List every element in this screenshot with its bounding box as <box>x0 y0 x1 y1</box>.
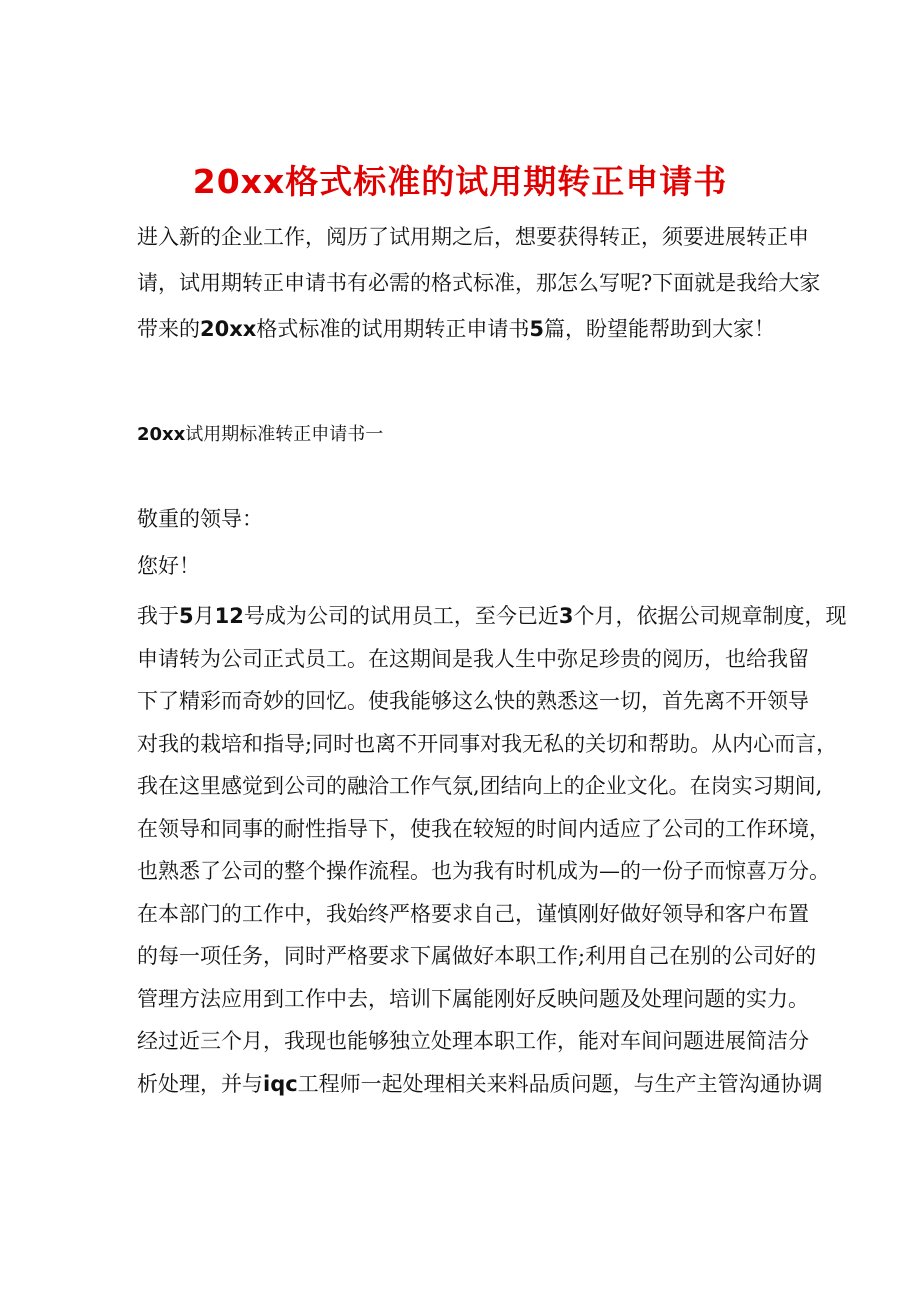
intro-paragraph <box>137 214 821 352</box>
intro-count: 5 <box>529 317 544 341</box>
intro-text: 篇，盼望能帮助到大家！ <box>543 317 775 341</box>
intro-text: 带来的 <box>137 317 200 341</box>
body-paragraph <box>137 595 847 1105</box>
intro-line <box>137 306 797 352</box>
body-text: 析处理，并与 <box>137 1071 263 1096</box>
body-abbr: iqc <box>263 1071 298 1096</box>
intro-text: 格式标准的试用期转正申请书 <box>256 317 530 341</box>
section-heading <box>137 420 383 450</box>
body-line: 也熟悉了公司的整个操作流程。也为我有时机成为—的一份子而惊喜万分。 <box>137 859 830 883</box>
body-line: 的每一项任务，同时严格要求下属做好本职工作;利用自己在别的公司好的 <box>137 944 817 968</box>
body-line: 对我的栽培和指导;同时也离不开同事对我无私的关切和帮助。从内心而言， <box>137 731 838 756</box>
body-number: 12 <box>214 604 244 628</box>
intro-line: 请，试用期转正申请书有必需的格式标准，那怎么写呢?下面就是我给大家 <box>137 271 821 295</box>
body-text: 号成为公司的试用员工，至今已近 <box>243 604 559 628</box>
body-line: 我在这里感觉到公司的融洽工作气氛,团结向上的企业文化。在岗实习期间, <box>137 774 823 798</box>
body-number: 3 <box>558 604 574 628</box>
body-line <box>137 1063 823 1106</box>
body-text: 月 <box>193 604 215 628</box>
body-text: 我于 <box>137 604 179 628</box>
intro-year: 20xx <box>200 317 257 341</box>
document-title <box>0 160 920 204</box>
body-text: 工程师一起处理相关来料品质问题，与生产主管沟通协调 <box>297 1071 823 1096</box>
body-line <box>137 595 847 638</box>
body-line: 经过近三个月，我现也能够独立处理本职工作，能对车间问题进展简洁分 <box>137 1029 809 1053</box>
body-line: 下了精彩而奇妙的回忆。使我能够这么快的熟悉这一切，首先离不开领导 <box>137 689 809 713</box>
section-year: 20xx <box>137 424 186 445</box>
greeting: 您好！ <box>137 554 200 578</box>
body-line: 在本部门的工作中，我始终严格要求自己，谨慎刚好做好领导和客户布置 <box>137 901 809 926</box>
body-line: 申请转为公司正式员工。在这期间是我人生中弥足珍贵的阅历，也给我留 <box>137 646 809 671</box>
title-text: 格式标准的试用期转正申请书 <box>285 162 728 202</box>
body-text: 个月，依据公司规章制度，现 <box>573 604 847 628</box>
body-line: 管理方法应用到工作中去，培训下属能刚好反映问题及处理问题的实力。 <box>137 986 809 1011</box>
section-text: 试用期标准转正申请书一 <box>185 424 384 445</box>
salutation: 敬重的领导： <box>137 507 263 531</box>
intro-line: 进入新的企业工作，阅历了试用期之后，想要获得转正，须要进展转正申 <box>137 225 809 249</box>
title-year: 20xx <box>192 162 286 202</box>
body-number: 5 <box>179 604 194 628</box>
body-line: 在领导和同事的耐性指导下，使我在较短的时间内适应了公司的工作环境， <box>137 816 830 841</box>
